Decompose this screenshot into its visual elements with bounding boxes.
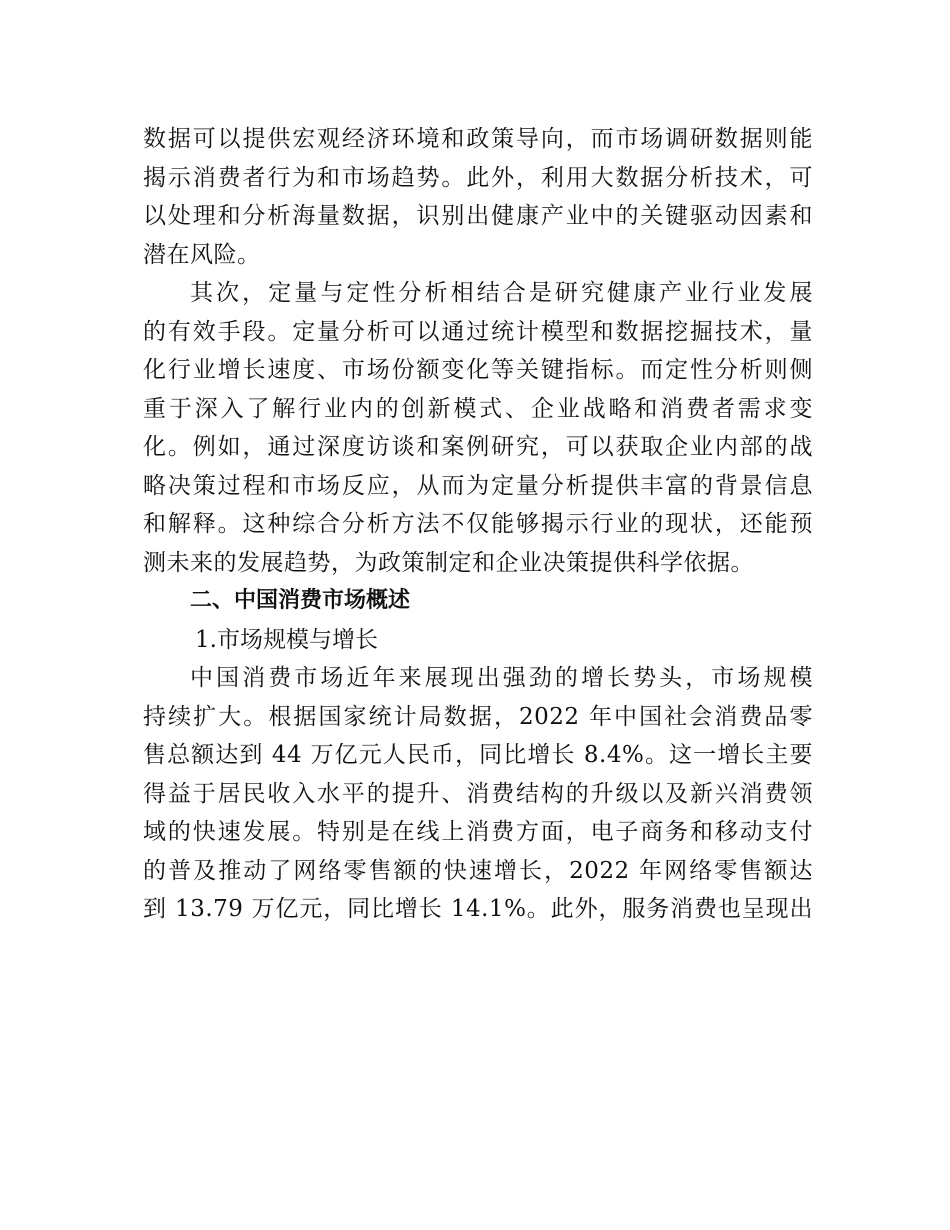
text-line: 和解释。这种综合分析方法不仅能够揭示行业的现状，还能预	[143, 511, 813, 537]
text-line: 到 13.79 万亿元，同比增长 14.1%。此外，服务消费也呈现出	[143, 896, 813, 922]
section-heading: 二、中国消费市场概述	[190, 588, 411, 613]
text-line: 化。例如，通过深度访谈和案例研究，可以获取企业内部的战	[143, 434, 813, 460]
text-line: 的有效手段。定量分析可以通过统计模型和数据挖掘技术，量	[143, 318, 813, 345]
text-line: 潜在风险。	[143, 241, 261, 268]
text-line: 略决策过程和市场反应，从而为定量分析提供丰富的背景信息	[143, 472, 813, 499]
text-line: 得益于居民收入水平的提升、消费结构的升级以及新兴消费领	[143, 780, 813, 807]
text-line: 中国消费市场近年来展现出强劲的增长势头，市场规模	[190, 665, 813, 691]
text-line: 测未来的发展趋势，为政策制定和企业决策提供科学依据。	[143, 549, 754, 576]
text-line: 以处理和分析海量数据，识别出健康产业中的关键驱动因素和	[143, 203, 813, 229]
document-body	[143, 120, 813, 929]
text-line: 售总额达到 44 万亿元人民币，同比增长 8.4%。这一增长主要	[143, 742, 813, 768]
text-line: 化行业增长速度、市场份额变化等关键指标。而定性分析则侧	[143, 357, 813, 383]
text-line: 其次，定量与定性分析相结合是研究健康产业行业发展	[190, 280, 813, 306]
text-line: 持续扩大。根据国家统计局数据，2022 年中国社会消费品零	[143, 703, 813, 730]
paragraph-2	[143, 274, 813, 582]
text-line: 域的快速发展。特别是在线上消费方面，电子商务和移动支付	[143, 819, 813, 845]
text-line: 揭示消费者行为和市场趋势。此外，利用大数据分析技术，可	[143, 164, 813, 191]
paragraph-3	[143, 659, 813, 929]
paragraph-1	[143, 120, 813, 274]
text-line: 重于深入了解行业内的创新模式、企业战略和消费者需求变	[143, 395, 813, 422]
text-line: 数据可以提供宏观经济环境和政策导向，而市场调研数据则能	[143, 126, 813, 152]
subsection-heading: 1.市场规模与增长	[195, 626, 378, 653]
text-line: 的普及推动了网络零售额的快速增长，2022 年网络零售额达	[143, 857, 813, 884]
